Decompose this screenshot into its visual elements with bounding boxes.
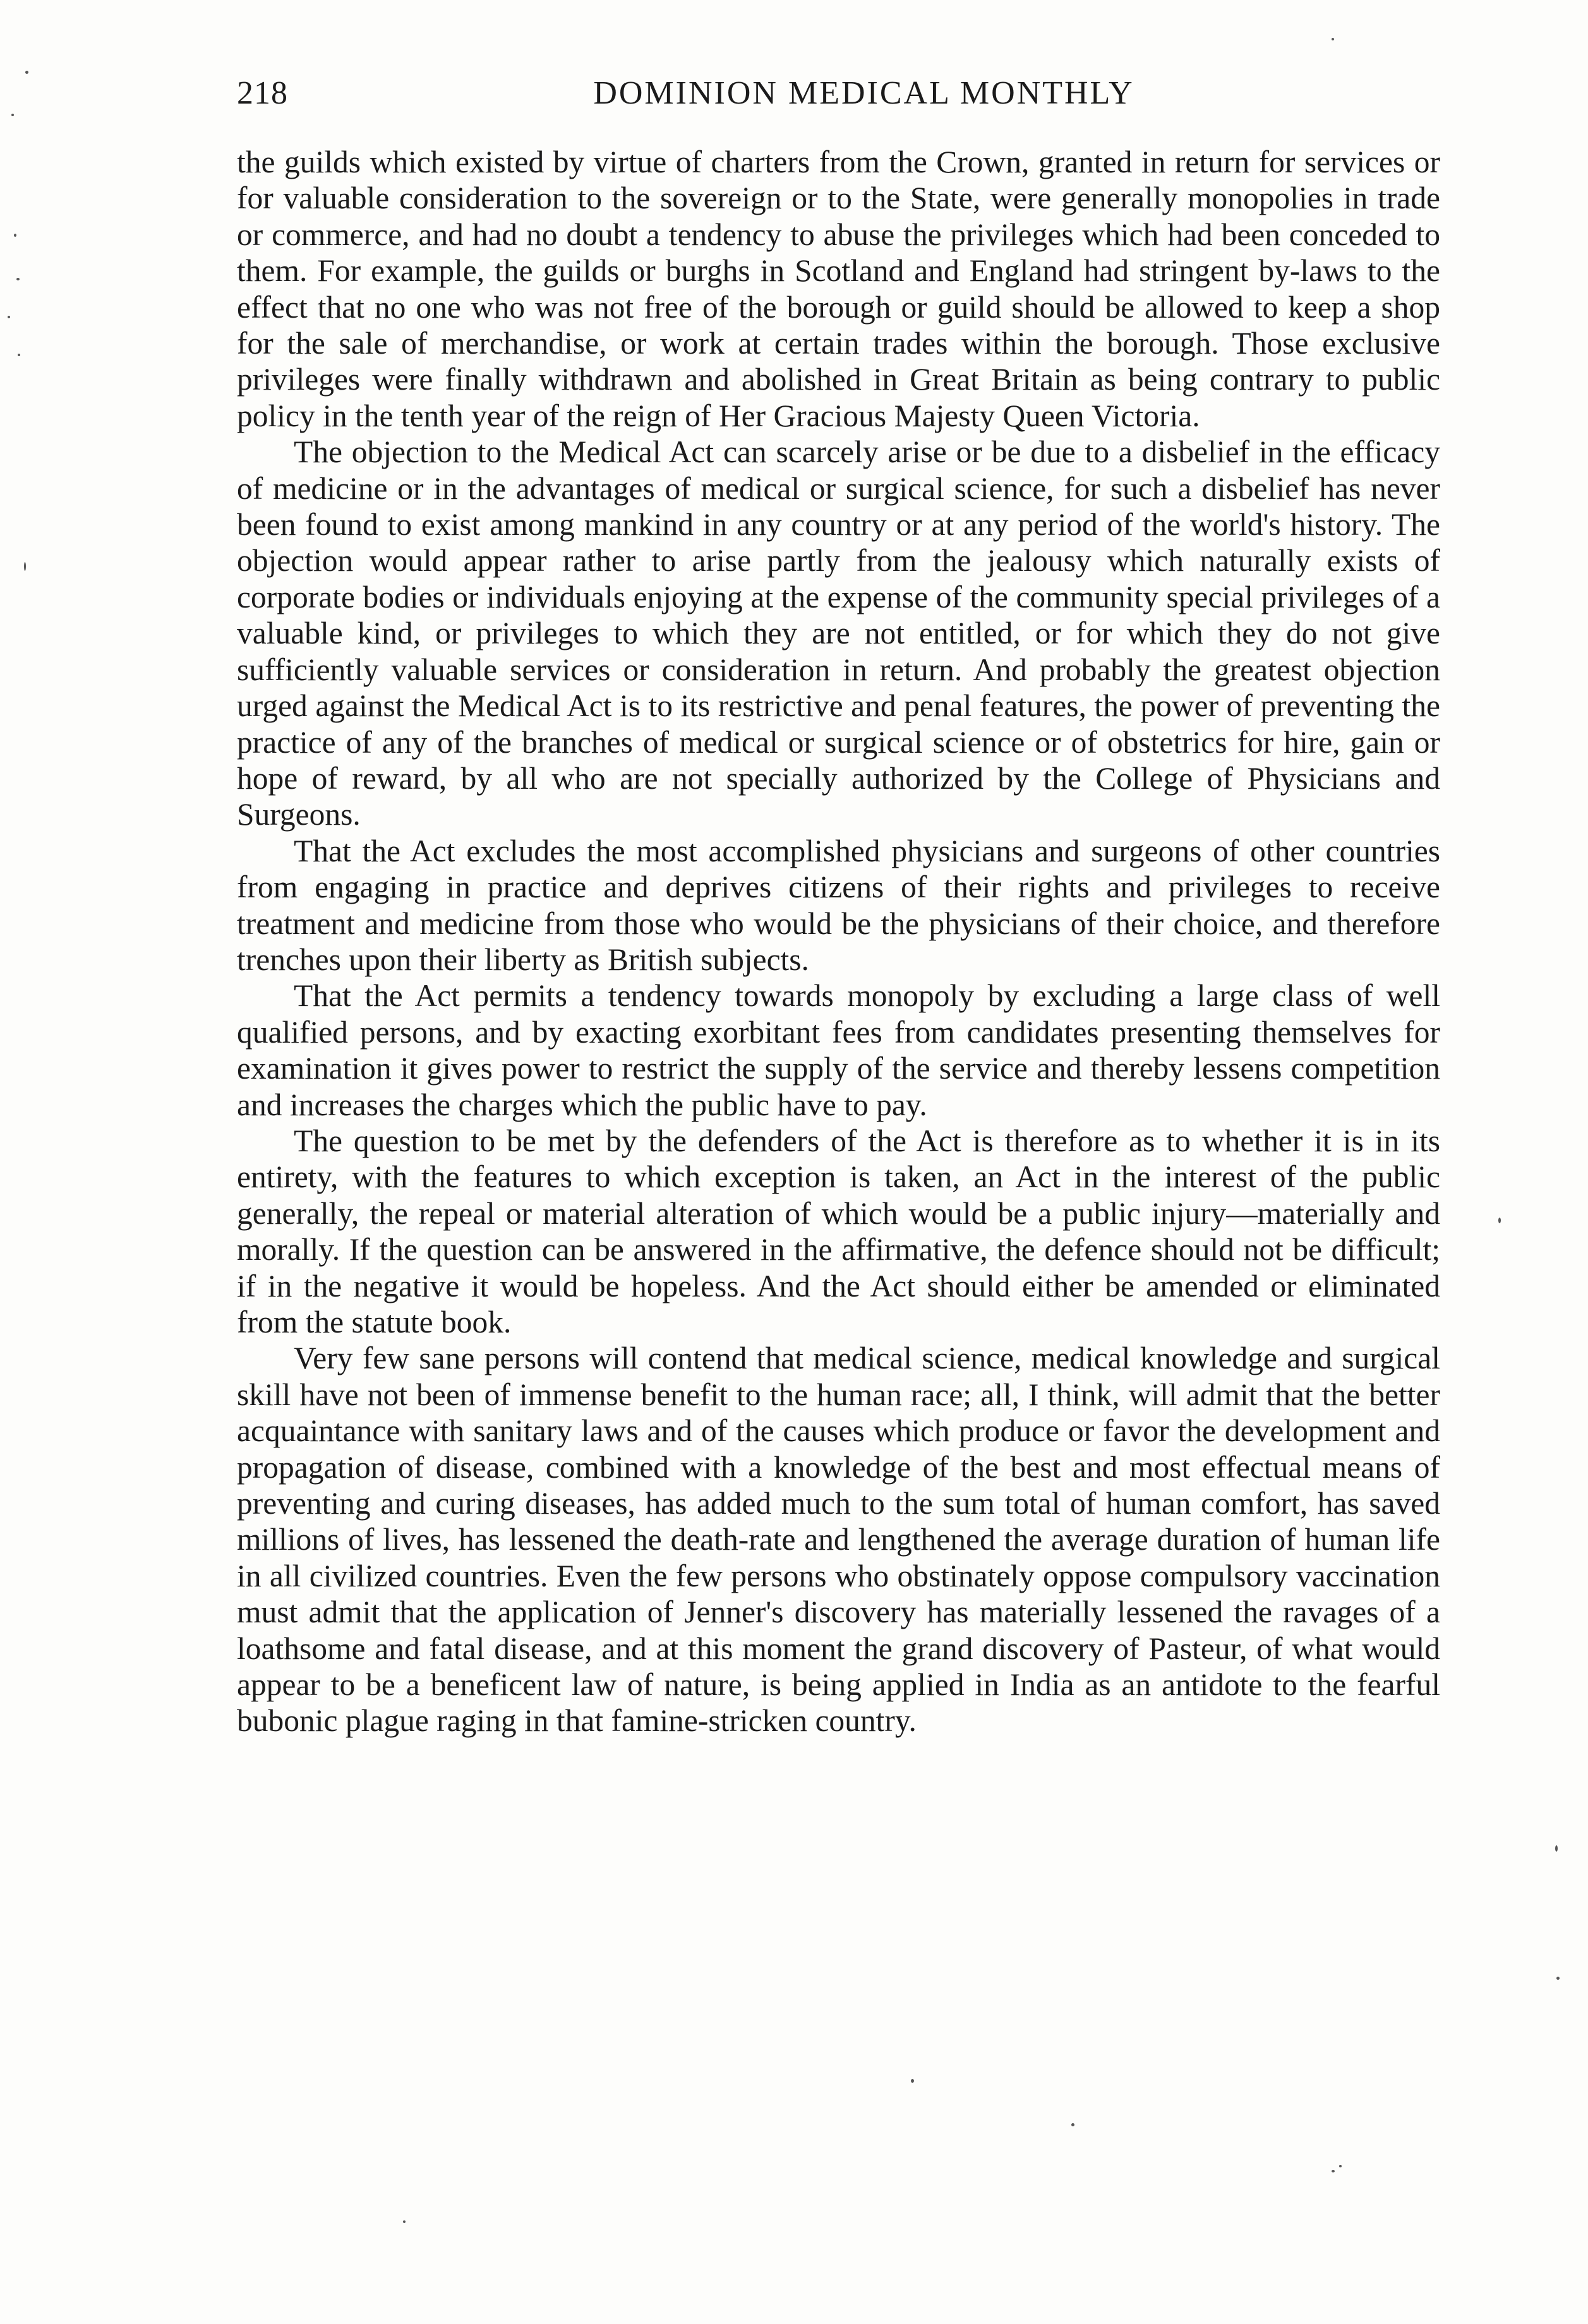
- page-header: [237, 75, 1440, 125]
- paragraph-5: The question to be met by the defenders of the Act is therefore as to whether it is in its entirety, with the features to which exception is taken, an Act in the interest of the public generally, the repeal or material alteration of which would be a public injury—materially and morally. If the question can be answered in the affirmative, the defence should not be difficult; if in the negative it would be hopeless. And the Act should either be amended or eliminated from the statute book.: [237, 1123, 1440, 1339]
- paragraph-4: That the Act permits a tendency towards monopoly by excluding a large class of well qualified persons, and by exacting exorbitant fees from candidates presenting themselves for examination it gives power to restrict the supply of the service and thereby lessens competition and increases the charges which the public have to pay.: [237, 978, 1440, 1122]
- scan-speck: [403, 2220, 406, 2223]
- scan-speck: [1071, 2123, 1074, 2126]
- scan-speck: [24, 562, 26, 571]
- scan-speck: [1332, 2170, 1335, 2172]
- scan-speck: [911, 2079, 914, 2083]
- scan-speck: [14, 234, 16, 237]
- article-body: [237, 144, 1440, 1739]
- paragraph-1: the guilds which existed by virtue of charters from the Crown, granted in return for services or for valuable consideration to the sovereign or to the State, were generally monopolies in trade or commerce, and had no doubt a tendency to abuse the privileges which had been conceded to them. For example, the guilds or burghs in Scotland and England had stringent by-laws to the effect that no one who was not free of the borough or guild should be allowed to keep a shop for the sale of merchandise, or work at certain trades within the borough. Those exclusive privileges were finally withdrawn and abolished in Great Britain as being contrary to public policy in the tenth year of the reign of Her Gracious Majesty Queen Victoria.: [237, 145, 1440, 433]
- paragraph-2: The objection to the Medical Act can scarcely arise or be due to a disbelief in the efficacy of medicine or in the advantages of medical or surgical science, for such a disbelief has never been found to exist among mankind in any country or at any period of the world's history. The objection would appear rather to arise partly from the jealousy which naturally exists of corporate bodies or individuals enjoying at the expense of the community special privileges of a valuable kind, or privileges to which they are not entitled, or for which they do not give sufficiently valuable services or consideration in return. And probably the greatest objection urged against the Medical Act is to its restrictive and penal features, the power of preventing the practice of any of the branches of medical or surgical science or of obstetrics for hire, gain or hope of reward, by all who are not specially authorized by the College of Physicians and Surgeons.: [237, 434, 1440, 832]
- scan-speck: [1332, 38, 1334, 40]
- scan-speck: [1556, 1977, 1560, 1980]
- scan-speck: [18, 354, 20, 356]
- paragraph-3: That the Act excludes the most accomplished physicians and surgeons of other countries from engaging in practice and deprives citizens of their rights and privileges to receive treatment and medicine from those who would be the physicians of their choice, and therefore trenches upon their liberty as British subjects.: [237, 833, 1440, 977]
- scan-speck: [16, 278, 20, 280]
- scan-speck: [11, 114, 14, 116]
- scan-speck: [1555, 1845, 1558, 1852]
- scan-speck: [1339, 2165, 1342, 2167]
- scan-speck: [25, 71, 28, 74]
- scan-speck: [8, 316, 10, 318]
- running-head: DOMINION MEDICAL MONTHLY: [593, 75, 1134, 111]
- paragraph-6: Very few sane persons will contend that medical science, medical knowledge and surgical skill have not been of immense benefit to the human race; all, I think, will admit that the better acquaintance with sanitary laws and of the causes which produce or favor the development and propagation of disease, combined with a knowledge of the best and most effectual means of preventing and curing diseases, has added much to the sum total of human comfort, has saved millions of lives, has lessened the death-rate and lengthened the average duration of human life in all civilized countries. Even the few persons who obstinately oppose compulsory vaccination must admit that the application of Jenner's discovery has materially lessened the ravages of a loathsome and fatal disease, and at this moment the grand discovery of Pasteur, of what would appear to be a beneficent law of nature, is being applied in India as an antidote to the fearful bubonic plague raging in that famine-stricken country.: [237, 1341, 1440, 1739]
- scan-speck: [1498, 1218, 1501, 1223]
- page-number: 218: [237, 75, 288, 111]
